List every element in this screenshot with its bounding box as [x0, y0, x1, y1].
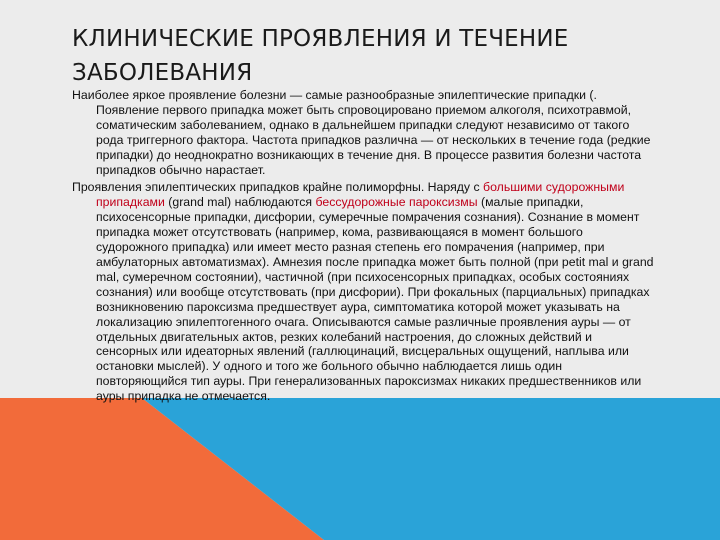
slide-body — [72, 88, 654, 407]
paragraph-text-part1: Проявления эпилептических припадков крайне полиморфны. Наряду с — [72, 180, 484, 195]
slide-title: КЛИНИЧЕСКИЕ ПРОЯВЛЕНИЯ И ТЕЧЕНИЕ ЗАБОЛЕВАНИЯ — [72, 26, 569, 86]
paragraph-text-part3: (малые припадки, психосенсорные припадки, дисфории, сумеречные помрачения сознания). Сознание в момент припадка может отсутствовать (например, кома, развивающаяся в момент большого судорожного припадка) или имеет место разная степень его помрачения (например, при амбулаторных автоматизмах). Амнезия после припадка может быть полной (при petit mal и grand mal, сумеречном состоянии), частичной (при психосенсорных припадках, особых состояниях сознания) или вообще отсутствовать (при дисфории). При фокальных (парциальных) припадках возникновению пароксизма предшествует аура, симптоматика которой может указывать на локализацию эпилептогенного очага. Описываются самые различные проявления ауры — от отдельных двигательных актов, резких колебаний настроения, до сложных действий и сенсорных или идеаторных явлений (галлюцинаций, висцеральных ощущений, наплыва или остановки мыслей). У одного и того же больного обычно наблюдается лишь один повторяющийся тип ауры. При генерализованных пароксизмах никаких предшественников или ауры припадка не отмечается. — [96, 195, 654, 404]
paragraph-manifestations — [72, 180, 654, 404]
paragraph-intro: Наиболее яркое проявление болезни — самые разнообразные эпилептические припадки (. Появление первого припадка может быть спровоцировано приемом алкоголя, психотравмой, соматическим заболеванием, однако в дальнейшем припадки следуют независимо от такого рода триггерного фактора. Частота припадков различна — от нескольких в течение года (редкие припадки) до неоднократно возникающих в течение дня. В процессе развития болезни частота припадков обычно нарастает. — [72, 88, 651, 177]
paragraph-text-part2: (grand mal) наблюдаются — [164, 195, 316, 210]
link-grand-mal-seizures[interactable]: большими судорожными припадками — [96, 180, 625, 210]
link-nonconvulsive-paroxysms[interactable]: бессудорожные пароксизмы — [315, 195, 478, 210]
